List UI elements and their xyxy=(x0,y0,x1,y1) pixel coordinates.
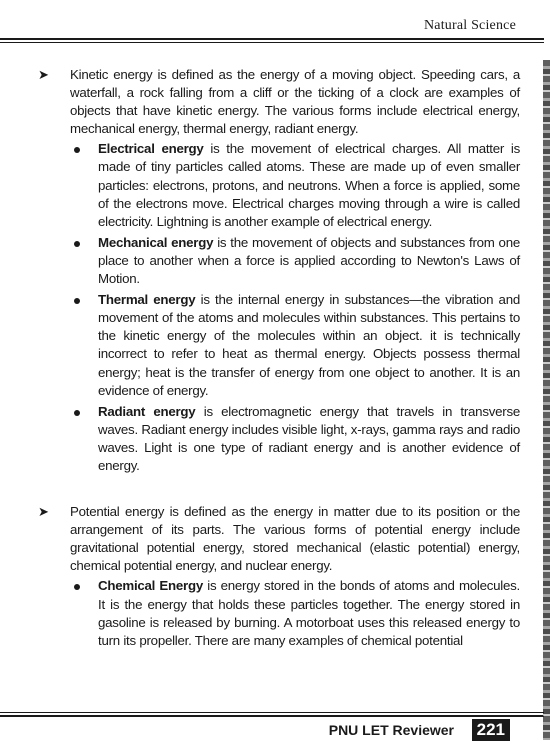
definition-radiant-energy: is electromagnetic energy that travels in transverse waves. Radiant energy includes visible light, x-rays, gamma rays and radio waves. Light is one type of radiant energy and is another evidence of energy. xyxy=(98,403,520,473)
bullet-dot-icon xyxy=(74,584,80,590)
kinetic-energy-paragraph xyxy=(38,66,520,475)
bullet-dot-icon xyxy=(74,298,80,304)
bullet-dot-icon xyxy=(74,241,80,247)
potential-energy-forms-list xyxy=(70,577,520,649)
scan-edge-shadow xyxy=(543,60,550,740)
term-mechanical-energy: Mechanical energy xyxy=(98,234,214,250)
term-electrical-energy: Electrical energy xyxy=(98,141,204,157)
bullet-dot-icon xyxy=(74,410,80,416)
page-body xyxy=(38,66,520,653)
kinetic-energy-forms-list xyxy=(70,140,520,475)
list-item-electrical-energy xyxy=(70,140,520,230)
header-rule xyxy=(0,38,544,40)
list-item-radiant-energy xyxy=(70,403,520,475)
footer-rule xyxy=(0,715,544,717)
list-item-mechanical-energy xyxy=(70,234,520,288)
page-number: 221 xyxy=(472,719,510,741)
definition-mechanical-energy: is the movement of objects and substances from one place to another when a force is applied according to Newton's Laws of Motion. xyxy=(98,234,520,287)
footer-rule-thin xyxy=(0,712,544,713)
term-chemical-energy: Chemical Energy xyxy=(98,578,203,594)
definition-chemical-energy: is energy stored in the bonds of atoms and molecules. It is the energy that holds these particles together. The energy stored in gasoline is released by burning. A motorboat uses this released energy to turn its propeller. There are many examples of chemical potential xyxy=(98,578,520,648)
potential-energy-text: Potential energy is defined as the energy in matter due to its position or the arrangement of its parts. The various forms of potential energy include gravitational potential energy, stored mechanical (elastic potential) energy, chemical potential energy, and nuclear energy. xyxy=(70,504,520,574)
definition-electrical-energy: is the movement of electrical charges. All matter is made of tiny particles called atoms. These are made up of even smaller particles: electrons, protons, and neutrons. When a force is applied, some of the electrons move. Electrical charges moving through a wire is called electricity. Lightning is another example of electrical energy. xyxy=(98,141,520,229)
kinetic-energy-text: Kinetic energy is defined as the energy of a moving object. Speeding cars, a waterfall, a rock falling from a cliff or the ticking of a clock are examples of objects that have kinetic energy. The various forms include electrical energy, mechanical energy, thermal energy, radiant energy. xyxy=(70,67,520,137)
term-thermal-energy: Thermal energy xyxy=(98,292,196,308)
potential-energy-paragraph xyxy=(38,503,520,650)
term-radiant-energy: Radiant energy xyxy=(98,403,196,419)
footer-book-title: PNU LET Reviewer xyxy=(328,722,454,738)
list-item-thermal-energy xyxy=(70,291,520,400)
running-header-title: Natural Science xyxy=(423,18,516,33)
header-rule-thin xyxy=(0,42,544,43)
arrow-bullet-icon: ➤ xyxy=(38,67,49,82)
list-item-chemical-energy xyxy=(70,577,520,649)
bullet-dot-icon xyxy=(74,147,80,153)
arrow-bullet-icon: ➤ xyxy=(38,504,49,520)
definition-thermal-energy: is the internal energy in substances—the vibration and movement of the atoms and molecules within substances. This pertains to the kinetic energy of the molecules within an object. it is technically incorrect to refer to heat as thermal energy. Objects possess thermal energy; heat is the transfer of energy from one object to another. It is an evidence of energy. xyxy=(98,292,520,398)
